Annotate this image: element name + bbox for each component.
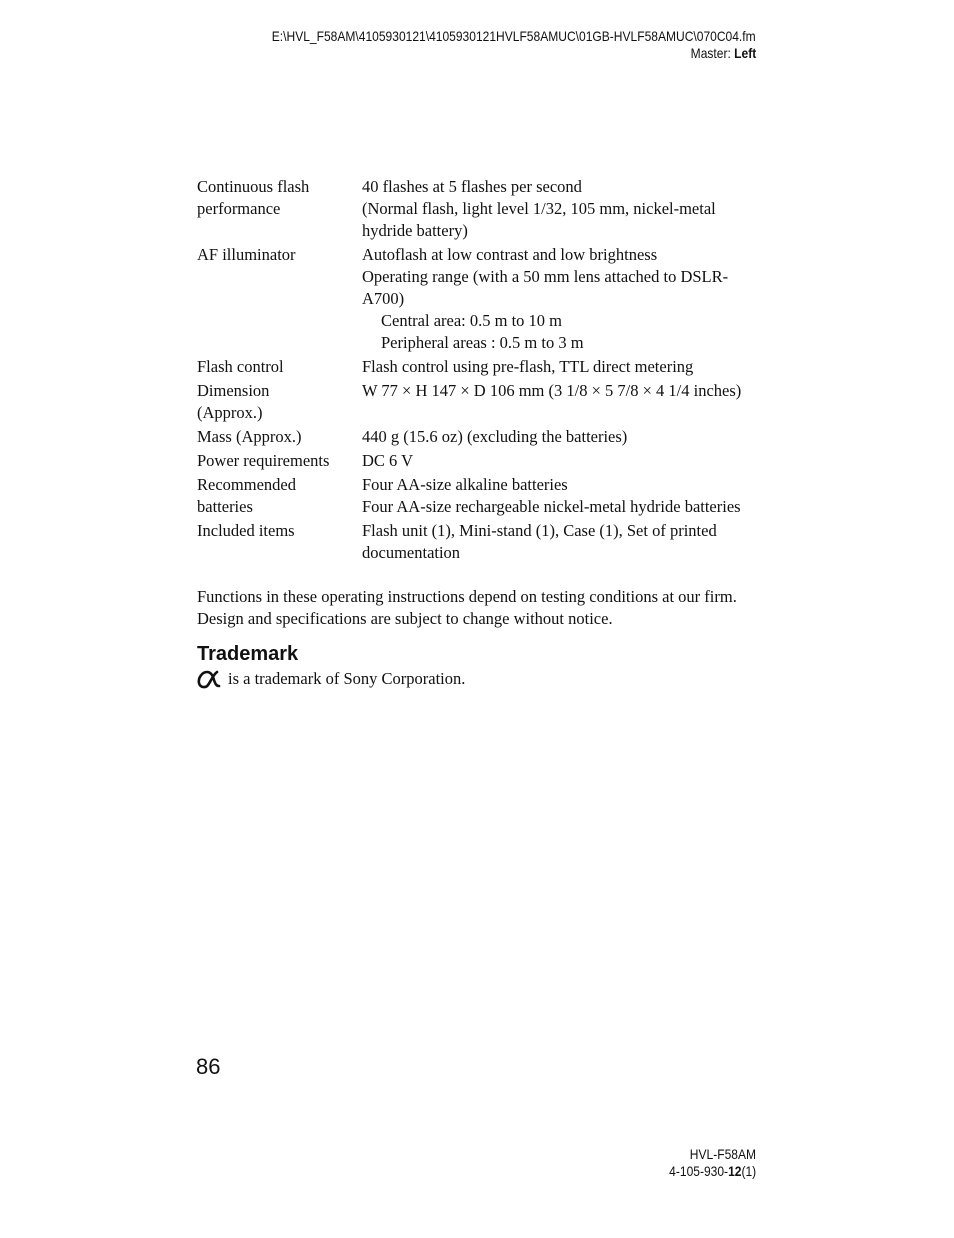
spec-value-line: hydride battery) <box>362 221 468 240</box>
spec-row <box>197 356 777 378</box>
alpha-logo-icon <box>197 669 221 689</box>
master-label <box>690 45 756 62</box>
spec-label-line: batteries <box>197 497 253 516</box>
spec-row <box>197 380 777 424</box>
spec-label-line: Power requirements <box>197 451 330 470</box>
spec-value-line: Flash control using pre-flash, TTL direct metering <box>362 357 694 376</box>
spec-row <box>197 520 777 564</box>
spec-value-line: 40 flashes at 5 flashes per second <box>362 177 582 196</box>
trademark-text: is a trademark of Sony Corporation. <box>228 669 466 688</box>
spec-value-line: Four AA-size rechargeable nickel-metal hydride batteries <box>362 497 741 516</box>
spec-label <box>197 380 362 424</box>
part-suffix: (1) <box>741 1163 756 1179</box>
spec-row <box>197 176 777 242</box>
spec-label-line: Flash control <box>197 357 284 376</box>
spec-value-line: Autoflash at low contrast and low brightness <box>362 245 658 264</box>
spec-value <box>362 380 777 424</box>
spec-value-line: (Normal flash, light level 1/32, 105 mm, nickel-metal <box>362 199 716 218</box>
note-line: Design and specifications are subject to change without notice. <box>197 609 613 628</box>
spec-value <box>362 356 777 378</box>
notes <box>197 586 797 630</box>
spec-label <box>197 356 362 378</box>
part-number <box>669 1163 756 1180</box>
spec-value-line: A700) <box>362 289 405 308</box>
spec-label <box>197 426 362 448</box>
note-line: Functions in these operating instructions depend on testing conditions at our firm. <box>197 587 737 606</box>
spec-label <box>197 244 362 354</box>
file-path: E:\HVL_F58AM\4105930121\4105930121HVLF58AMUC\01GB-HVLF58AMUC\070C04.fm <box>272 28 756 44</box>
spec-label <box>197 450 362 472</box>
spec-row <box>197 244 777 354</box>
trademark-heading: Trademark <box>197 643 299 665</box>
spec-value-line: 440 g (15.6 oz) (excluding the batteries) <box>362 427 628 446</box>
spec-label <box>197 520 362 564</box>
spec-row <box>197 474 777 518</box>
spec-label-line: Continuous flash <box>197 177 310 196</box>
spec-label-line: (Approx.) <box>197 403 263 422</box>
spec-label-line: Mass (Approx.) <box>197 427 302 446</box>
spec-table <box>197 176 777 566</box>
spec-label-line: Dimension <box>197 381 270 400</box>
spec-value-line: Four AA-size alkaline batteries <box>362 475 568 494</box>
spec-value-line: Peripheral areas : 0.5 m to 3 m <box>381 333 584 352</box>
spec-value <box>362 244 777 354</box>
spec-label-line: performance <box>197 199 281 218</box>
spec-value-line: W 77 × H 147 × D 106 mm (3 1/8 × 5 7/8 × 4 1/4 inches) <box>362 381 742 400</box>
spec-value-line: Operating range (with a 50 mm lens attached to DSLR- <box>362 267 729 286</box>
part-prefix: 4-105-930- <box>668 1163 728 1179</box>
spec-value <box>362 520 777 564</box>
spec-value-line: documentation <box>362 543 461 562</box>
part-bold: 12 <box>727 1163 742 1179</box>
spec-row <box>197 426 777 448</box>
spec-value-line: DC 6 V <box>362 451 414 470</box>
spec-row <box>197 450 777 472</box>
spec-label-line: AF illuminator <box>197 245 296 264</box>
spec-value <box>362 426 777 448</box>
spec-label-line: Recommended <box>197 475 296 494</box>
trademark-line <box>197 668 465 690</box>
page-number: 86 <box>196 1054 221 1079</box>
spec-label <box>197 176 362 242</box>
spec-value <box>362 450 777 472</box>
spec-label <box>197 474 362 518</box>
spec-label-line: Included items <box>197 521 295 540</box>
model-name: HVL-F58AM <box>689 1146 756 1162</box>
spec-value-line: Flash unit (1), Mini-stand (1), Case (1), Set of printed <box>362 521 717 540</box>
spec-value <box>362 176 777 242</box>
spec-value <box>362 474 777 518</box>
spec-value-line: Central area: 0.5 m to 10 m <box>381 311 562 330</box>
master-label-text: Master: <box>690 45 734 61</box>
master-value: Left <box>733 45 756 61</box>
